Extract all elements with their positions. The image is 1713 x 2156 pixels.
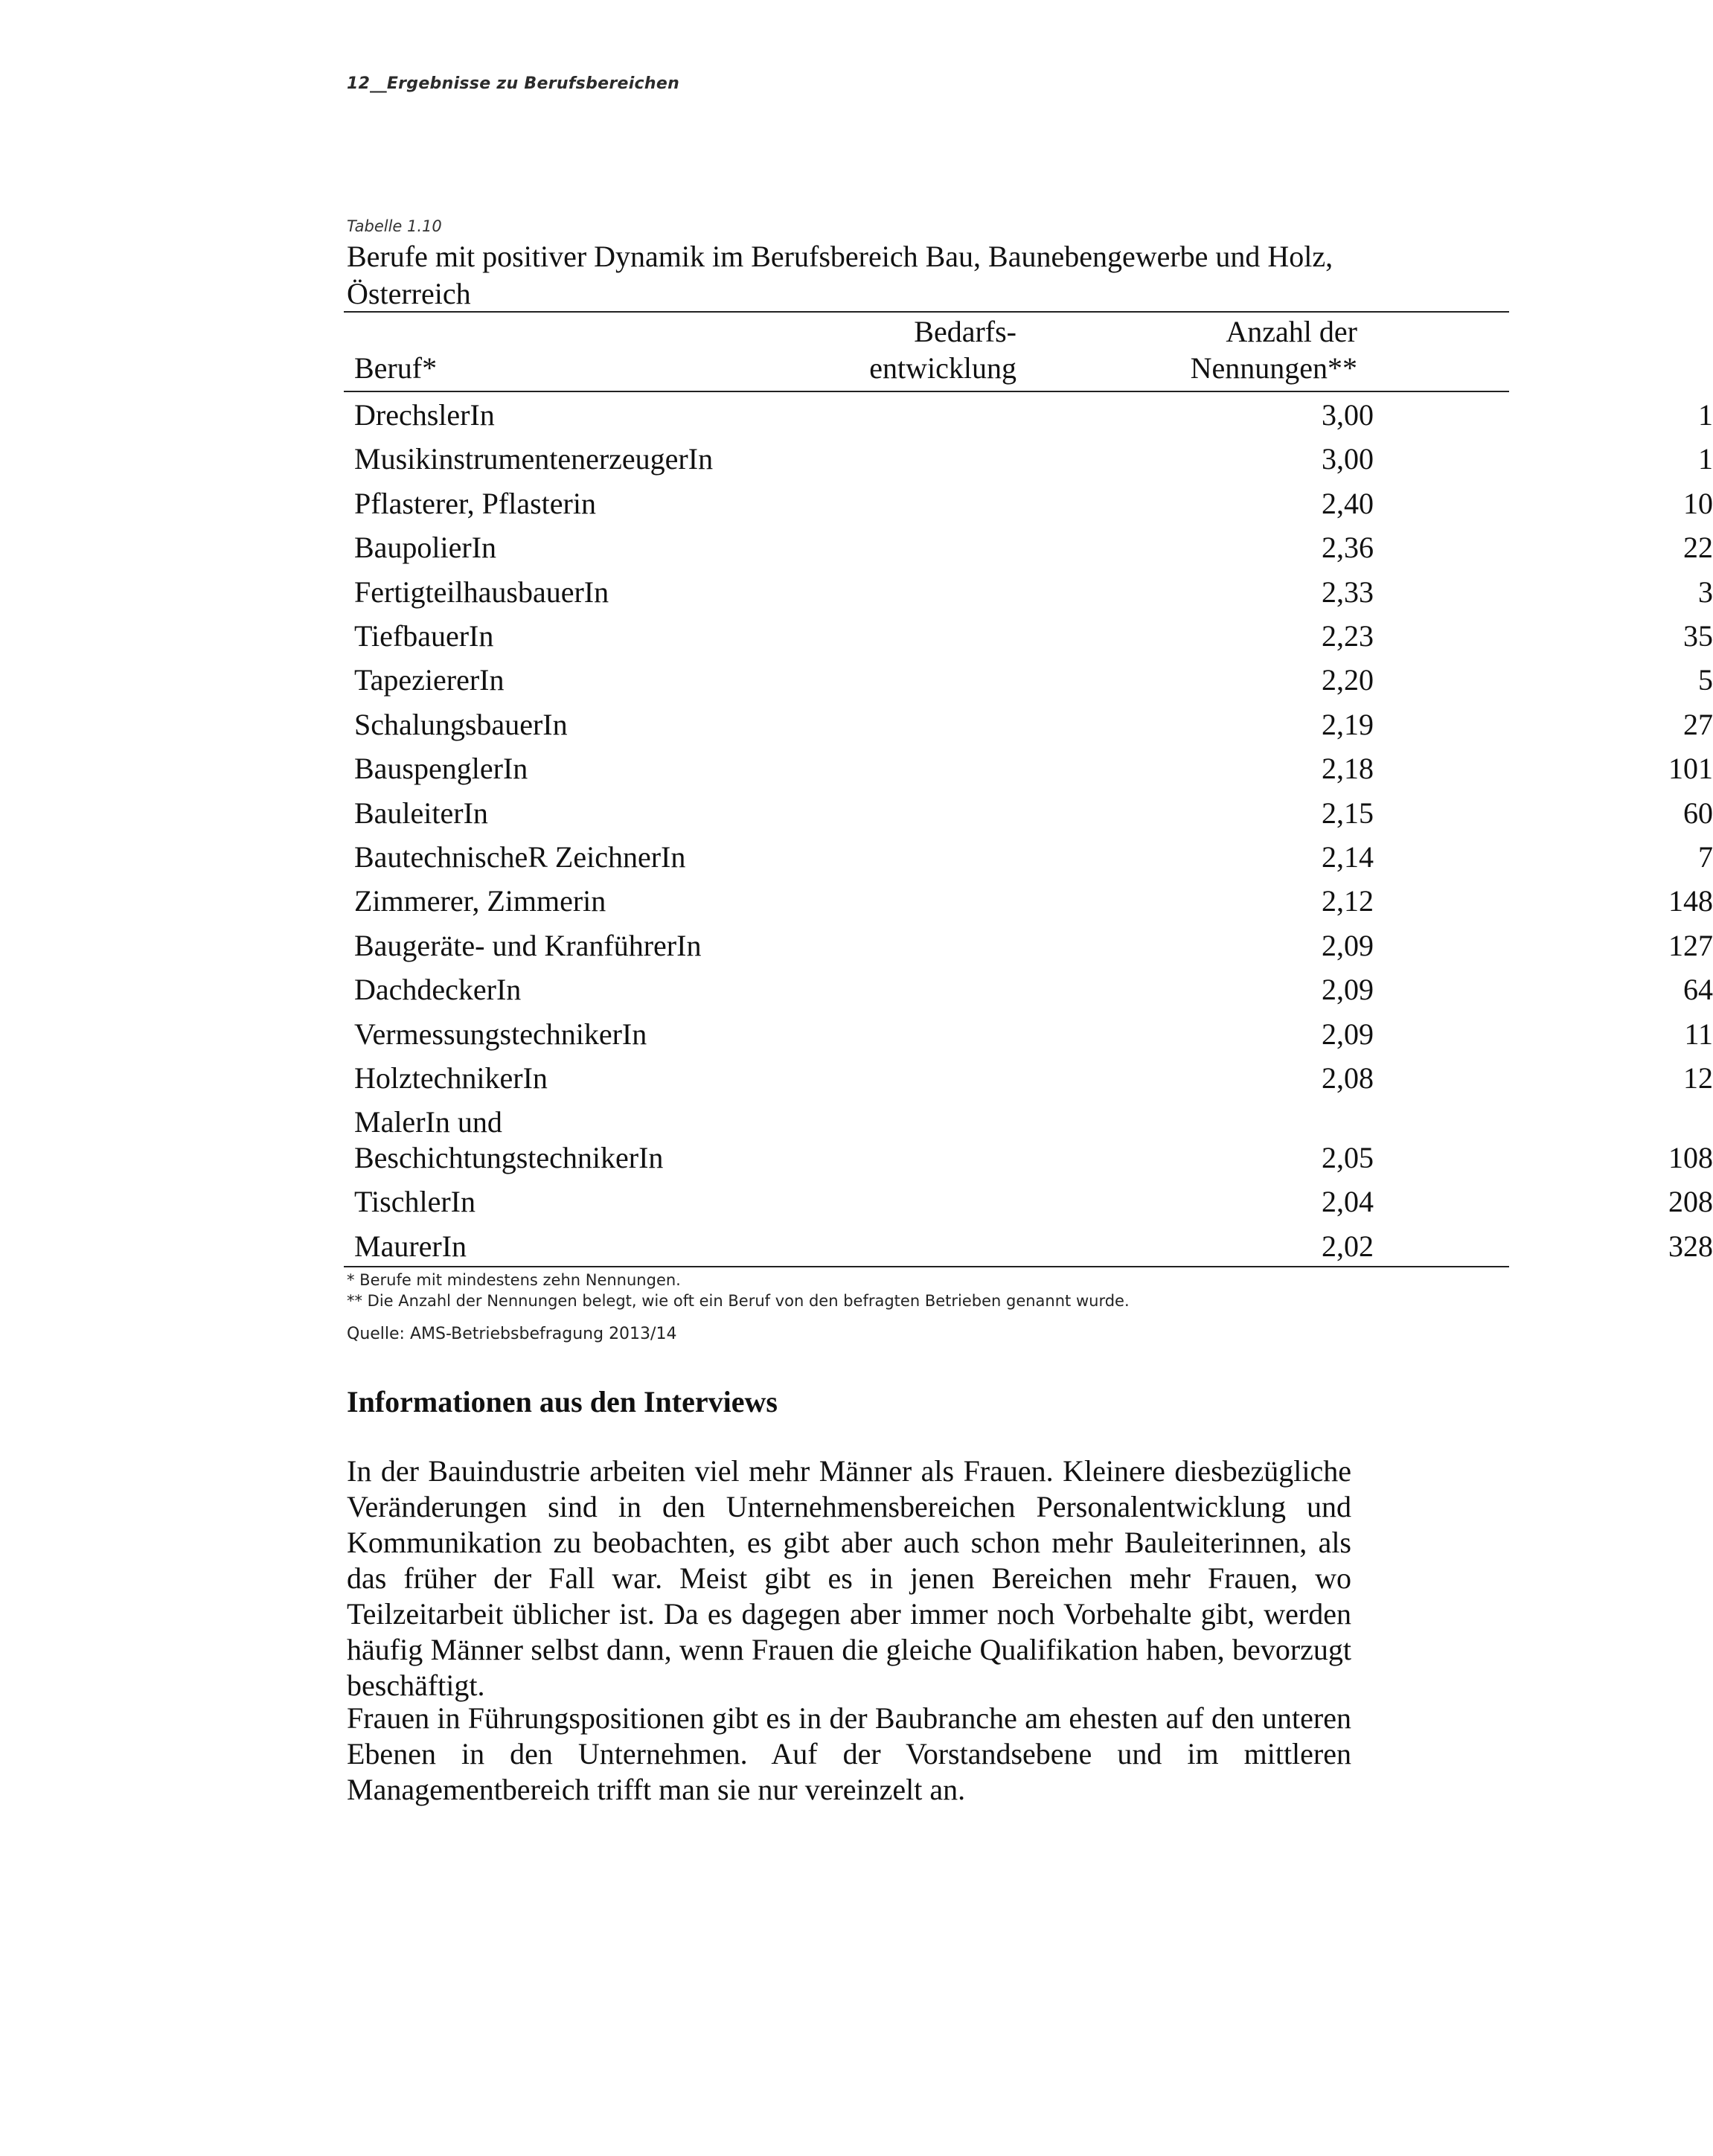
cell-beruf: BauleiterIn [354,796,488,830]
cell-beruf: TischlerIn [354,1185,476,1219]
table-row [347,791,1713,835]
section-heading: Informationen aus den Interviews [347,1385,778,1418]
cell-beruf: BauspenglerIn [354,752,528,786]
cell-bedarfsentwicklung: 2,18 [1322,752,1374,786]
table-row [347,924,1713,967]
cell-bedarfsentwicklung: 2,15 [1322,796,1374,830]
cell-anzahl-nennungen: 3 [1698,575,1713,609]
cell-anzahl-nennungen: 27 [1683,707,1713,741]
cell-bedarfsentwicklung: 2,12 [1322,884,1374,918]
table-row [347,703,1713,746]
cell-beruf: BaupolierIn [354,531,497,565]
table-row [347,437,1713,481]
cell-beruf: VermessungstechnikerIn [354,1017,647,1051]
column-header-beruf: Beruf* [354,351,438,385]
table-row [347,658,1713,702]
cell-bedarfsentwicklung: 2,02 [1322,1229,1374,1263]
table-row [347,1224,1713,1268]
cell-beruf: TapeziererIn [354,663,505,697]
cell-anzahl-nennungen: 328 [1668,1229,1713,1263]
table-row [347,570,1713,614]
cell-anzahl-nennungen: 5 [1698,663,1713,697]
cell-bedarfsentwicklung: 2,33 [1322,575,1374,609]
cell-anzahl-nennungen: 7 [1698,840,1713,874]
cell-bedarfsentwicklung: 2,04 [1322,1185,1374,1219]
running-header: 12__Ergebnisse zu Berufsbereichen [347,74,680,93]
column-header-bedarf-line2: entwicklung [869,351,1016,385]
paragraph-1: In der Bauindustrie arbeiten viel mehr Männer als Frauen. Kleinere diesbezügliche Veränderungen sind in den Unternehmensbereichen Personalentwicklung und Kommunikation zu beobachten, es gibt aber auch schon mehr Bauleiterinnen, als das früher der Fall war. Meist gibt es in jenen Bereichen mehr Frauen, wo Teilzeitarbeit üblicher ist. Da es dagegen aber immer noch Vorbehalte gibt, werden häufig Männer selbst dann, wenn Frauen die gleiche Qualifikation haben, bevorzugt beschäftigt. [347,1454,1351,1702]
cell-bedarfsentwicklung: 2,05 [1322,1140,1374,1174]
table-row [347,967,1713,1011]
cell-anzahl-nennungen: 148 [1668,884,1713,918]
table-row [347,835,1713,879]
cell-bedarfsentwicklung: 2,09 [1322,928,1374,962]
cell-anzahl-nennungen: 101 [1668,752,1713,786]
paragraph-2: Frauen in Führungspositionen gibt es in der Baubranche am ehesten auf den unteren Ebenen in den Unternehmen. Auf der Vorstandsebene und im mittleren Managementbereich trifft man sie nur vereinzelt an. [347,1701,1351,1806]
table-row [347,1056,1713,1100]
cell-anzahl-nennungen: 12 [1683,1061,1713,1095]
cell-bedarfsentwicklung: 3,00 [1322,442,1374,476]
cell-beruf: DrechslerIn [354,398,495,432]
cell-beruf: Pflasterer, Pflasterin [354,486,596,520]
cell-bedarfsentwicklung: 2,36 [1322,531,1374,565]
cell-beruf: MaurerIn [354,1229,467,1263]
footnote-mentions-explained: ** Die Anzahl der Nennungen belegt, wie oft ein Beruf von den befragten Betrieben genannt wurde. [347,1292,1130,1310]
table-row [347,746,1713,790]
cell-beruf-line2: BeschichtungstechnikerIn [354,1140,664,1174]
cell-bedarfsentwicklung: 2,19 [1322,707,1374,741]
table-row [347,614,1713,658]
cell-bedarfsentwicklung: 2,14 [1322,840,1374,874]
column-header-anzahl-line2: Nennungen** [1190,351,1357,385]
cell-anzahl-nennungen: 64 [1683,973,1713,1007]
cell-anzahl-nennungen: 10 [1683,486,1713,520]
table-row [347,1100,1713,1189]
table-label: Tabelle 1.10 [347,217,442,235]
cell-anzahl-nennungen: 60 [1683,796,1713,830]
table-source: Quelle: AMS-Betriebsbefragung 2013/14 [347,1325,677,1343]
cell-beruf: HolztechnikerIn [354,1061,548,1095]
cell-bedarfsentwicklung: 2,08 [1322,1061,1374,1095]
cell-beruf: DachdeckerIn [354,973,522,1007]
cell-beruf-line1: MalerIn und [354,1105,502,1139]
cell-beruf: BautechnischeR ZeichnerIn [354,840,686,874]
cell-bedarfsentwicklung: 2,09 [1322,973,1374,1007]
cell-anzahl-nennungen: 22 [1683,531,1713,565]
cell-bedarfsentwicklung: 2,40 [1322,486,1374,520]
table-row [347,1012,1713,1056]
column-header-anzahl-line1: Anzahl der [1226,315,1357,348]
cell-anzahl-nennungen: 127 [1668,928,1713,962]
table-row [347,482,1713,525]
footnote-min-mentions: * Berufe mit mindestens zehn Nennungen. [347,1271,681,1289]
table-bottom-rule [344,1266,1509,1267]
table-row [347,393,1713,437]
cell-anzahl-nennungen: 1 [1698,398,1713,432]
cell-bedarfsentwicklung: 2,20 [1322,663,1374,697]
cell-beruf: Zimmerer, Zimmerin [354,884,606,918]
cell-beruf: TiefbauerIn [354,619,494,653]
cell-anzahl-nennungen: 108 [1668,1140,1713,1174]
cell-bedarfsentwicklung: 2,23 [1322,619,1374,653]
table-title: Berufe mit positiver Dynamik im Berufsbereich Bau, Baunebengewerbe und Holz, Österreich [347,240,1333,310]
cell-bedarfsentwicklung: 3,00 [1322,398,1374,432]
cell-anzahl-nennungen: 35 [1683,619,1713,653]
cell-anzahl-nennungen: 11 [1684,1017,1713,1051]
cell-beruf: FertigteilhausbauerIn [354,575,609,609]
table-top-rule [344,311,1509,313]
cell-anzahl-nennungen: 208 [1668,1185,1713,1219]
cell-beruf: SchalungsbauerIn [354,707,568,741]
cell-bedarfsentwicklung: 2,09 [1322,1017,1374,1051]
column-header-bedarf-line1: Bedarfs- [914,315,1016,348]
cell-anzahl-nennungen: 1 [1698,442,1713,476]
table-row [347,525,1713,569]
cell-beruf: MusikinstrumentenerzeugerIn [354,442,714,476]
table-row [347,1180,1713,1223]
cell-beruf: Baugeräte- und KranführerIn [354,928,702,962]
table-header-rule [344,391,1509,392]
table-row [347,879,1713,923]
